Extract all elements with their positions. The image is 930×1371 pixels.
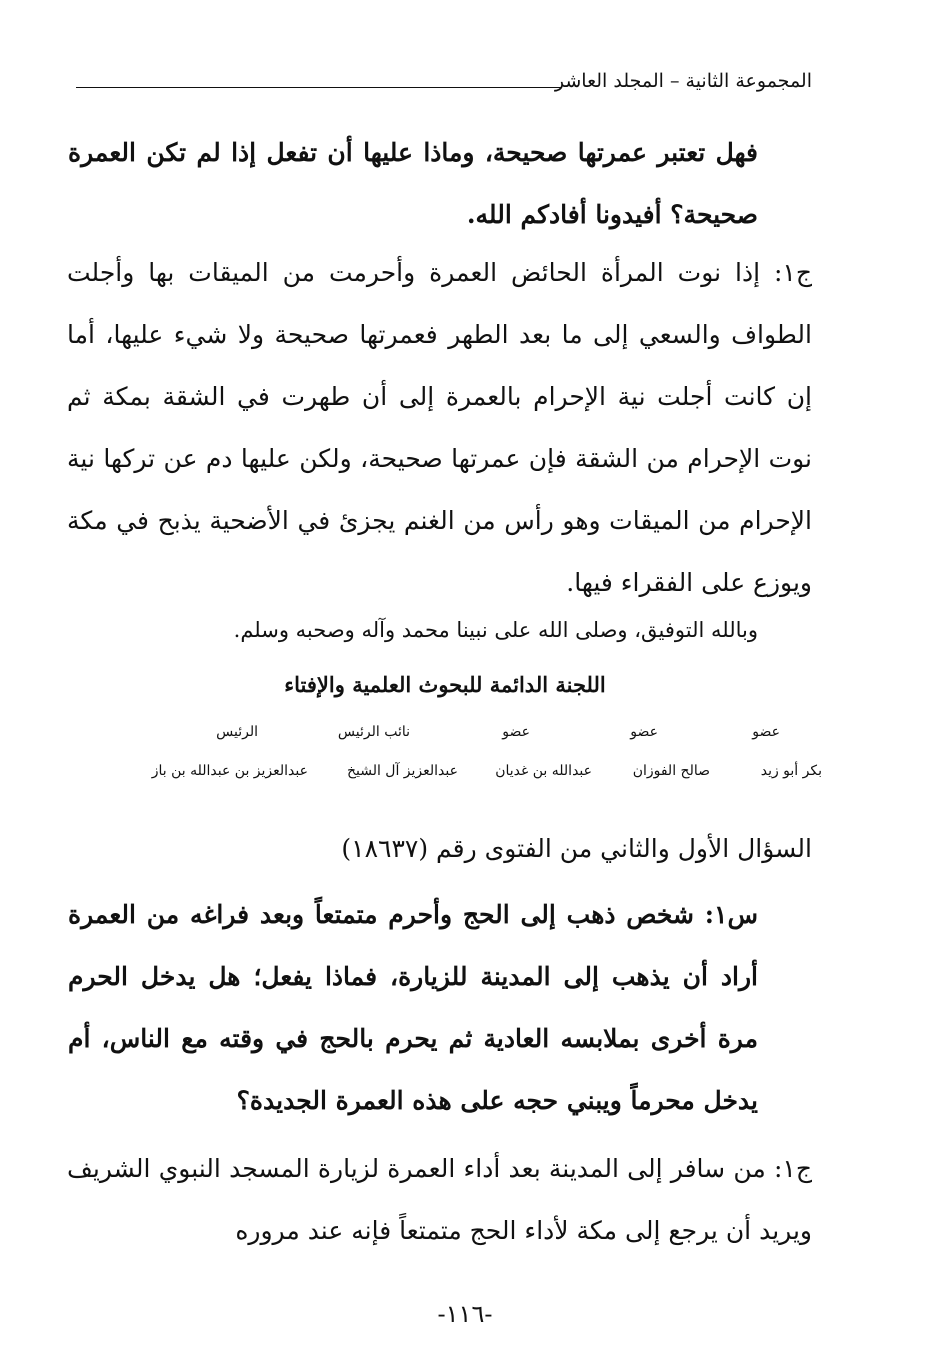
committee-name: اللجنة الدائمة للبحوث العلمية والإفتاء — [284, 672, 606, 697]
question-paragraph: س١: شخص ذهب إلى الحج وأحرم متمتعاً وبعد فراغه من العمرة أراد أن يذهب إلى المدينة للزيارة، فماذا يفعل؛ هل يدخل الحرم مرة أخرى بملابسه العادية ثم يحرم بالحج في وقته مع الناس، أم يدخل محرماً ويبني حجه على هذه العمرة الجديدة؟ — [68, 900, 758, 1115]
signatory-role: عضو — [752, 724, 780, 740]
signatory-role: نائب الرئيس — [337, 724, 410, 740]
signatory-name: عبدالعزيز آل الشيخ — [346, 763, 458, 779]
signatory-name: بكر أبو زيد — [760, 763, 822, 779]
signatory-role: عضو — [630, 724, 658, 740]
fatwa-heading: السؤال الأول والثاني من الفتوى رقم (١٨٦٣٧) — [341, 834, 812, 863]
page-number: -١١٦- — [437, 1300, 493, 1328]
answer-paragraph-2: ج١: من سافر إلى المدينة بعد أداء العمرة لزيارة المسجد النبوي الشريف ويريد أن يرجع إلى مكة لأداء الحج متمتعاً فإنه عند مروره — [67, 1154, 812, 1245]
signatory-name: صالح الفوزان — [632, 763, 710, 779]
question-continuation: فهل تعتبر عمرتها صحيحة، وماذا عليها أن تفعل إذا لم تكن العمرة صحيحة؟ أفيدونا أفادكم الله. — [68, 138, 758, 229]
closing-formula: وبالله التوفيق، وصلى الله على نبينا محمد وآله وصحبه وسلم. — [233, 618, 758, 642]
answer-paragraph: ج١: إذا نوت المرأة الحائض العمرة وأحرمت من الميقات بها وأجلت الطواف والسعي إلى ما بعد الطهر فعمرتها صحيحة ولا شيء عليها، أما إن كانت أجلت نية الإحرام بالعمرة إلى أن طهرت في الشقة بمكة ثم نوت الإحرام من الشقة فإن عمرتها صحيحة، ولكن عليها دم عن تركها نية الإحرام من الميقات وهو رأس من الغنم يجزئ في الأضحية يذبح في مكة ويوزع على الفقراء فيها. — [67, 258, 812, 597]
signatory-name: عبدالله بن غديان — [495, 763, 592, 779]
signatory-name: عبدالعزيز بن عبدالله بن باز — [151, 763, 308, 779]
running-header — [76, 70, 812, 106]
header-rule — [76, 87, 562, 88]
signatory-role: عضو — [502, 724, 530, 740]
header-title: المجموعة الثانية – المجلد العاشر — [554, 70, 812, 92]
signatory-role: الرئيس — [216, 724, 258, 740]
